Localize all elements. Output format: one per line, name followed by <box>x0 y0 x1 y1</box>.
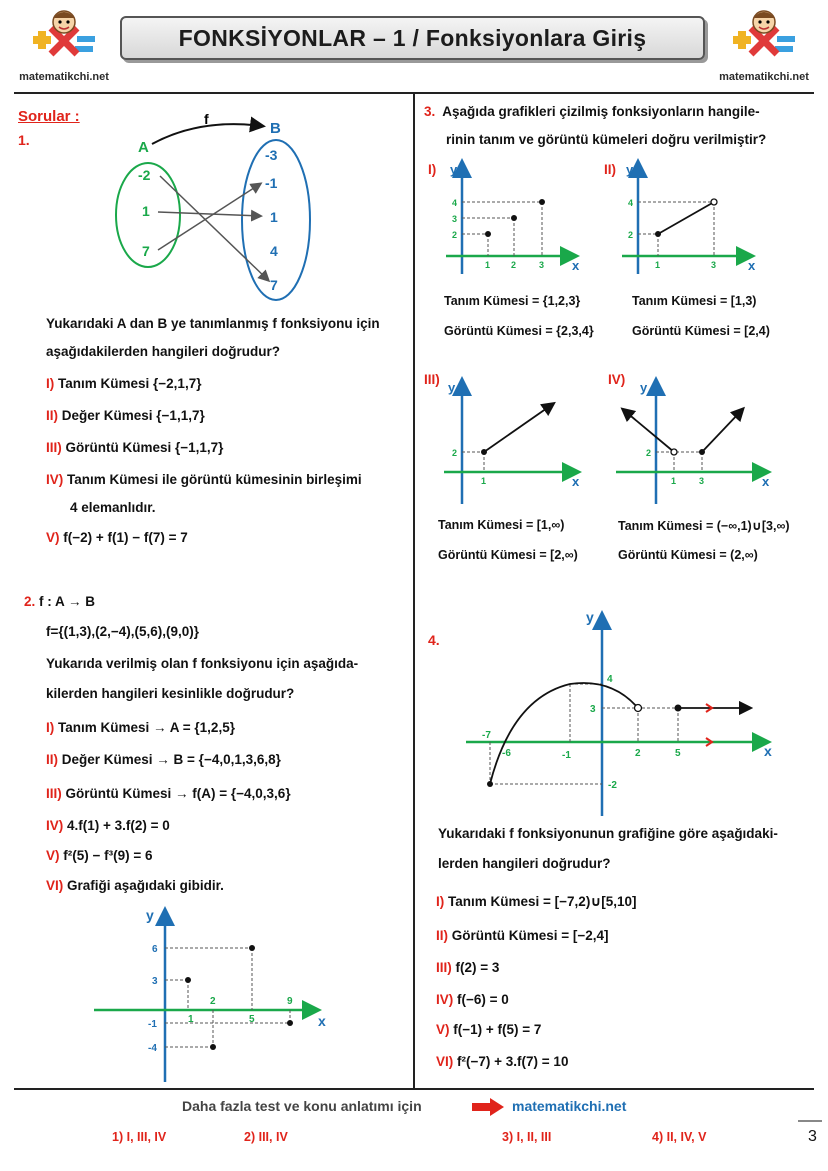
y-tick: 3 <box>590 704 596 715</box>
q3-graph-1 <box>440 158 600 274</box>
x-axis-label: x <box>318 1013 326 1029</box>
graph-1-goruntu: Görüntü Kümesi = {2,3,4} <box>444 324 594 338</box>
q2-option: IV) 4.f(1) + 3.f(2) = 0 <box>46 818 170 833</box>
q2-stem-2: kilerden hangileri kesinlikle doğrudur? <box>46 686 295 701</box>
y-tick: 3 <box>152 976 158 987</box>
closed-point <box>481 449 487 455</box>
q4-graph <box>462 608 782 818</box>
q3-stem-1: 3. Aşağıda grafikleri çizilmiş fonksiyonların hangile- <box>424 104 760 119</box>
q4-option: II) Görüntü Kümesi = [−2,4] <box>436 928 609 943</box>
q2-option: VI) Grafiği aşağıdaki gibidir. <box>46 878 224 893</box>
closed-point <box>675 705 682 712</box>
x-tick: 1 <box>481 476 487 486</box>
set-b-label: B <box>270 120 281 137</box>
y-tick: 4 <box>607 674 613 685</box>
x-axis-label: x <box>762 474 770 489</box>
x-tick: 3 <box>699 476 705 486</box>
point <box>210 1044 216 1050</box>
x-tick: 5 <box>675 748 681 759</box>
footer-site-link[interactable]: matematikchi.net <box>512 1098 627 1114</box>
y-axis-label: y <box>146 907 154 923</box>
y-tick: 4 <box>452 198 458 208</box>
x-tick: 1 <box>671 476 677 486</box>
x-tick: 1 <box>188 1014 194 1025</box>
set-a-label: A <box>138 139 149 156</box>
graph-4-label: IV) <box>608 372 626 387</box>
y-tick: 4 <box>628 198 634 208</box>
title-box <box>120 16 705 60</box>
graph-3-label: III) <box>424 372 440 387</box>
sorular-heading: Sorular : <box>18 108 80 125</box>
x-axis-label: x <box>572 474 580 489</box>
x-axis-label: x <box>764 743 772 759</box>
graph-4-tanim: Tanım Kümesi = (−∞,1)∪[3,∞) <box>618 519 790 533</box>
x-tick: 3 <box>711 260 717 270</box>
q2-line-1: 2. f : A → B <box>24 594 96 609</box>
y-tick: 3 <box>452 214 458 224</box>
q1-option: V) f(−2) + f(1) − f(7) = 7 <box>46 530 188 545</box>
y-axis-label: y <box>586 609 594 625</box>
q3-graph-4 <box>612 376 778 506</box>
q3-graph-3 <box>440 376 600 506</box>
answer-4: 4) II, IV, V <box>652 1130 707 1144</box>
q2-option: V) f²(5) − f³(9) = 6 <box>46 848 153 863</box>
y-tick: 2 <box>452 448 458 458</box>
b-element: -3 <box>265 147 278 163</box>
q3-stem-2: rinin tanım ve görüntü kümeleri doğru verilmiştir? <box>446 132 767 147</box>
ray-right <box>702 412 740 452</box>
x-axis-label: x <box>748 258 756 273</box>
answer-2: 2) III, IV <box>244 1130 288 1144</box>
q4-option: VI) f²(−7) + 3.f(7) = 10 <box>436 1054 569 1069</box>
point <box>287 1020 293 1026</box>
x-axis-label: x <box>572 258 580 273</box>
graph-2-goruntu: Görüntü Kümesi = [2,4) <box>632 324 770 338</box>
q2-option: III) Görüntü Kümesi → f(A) = {−4,0,3,6} <box>46 786 291 801</box>
column-divider <box>413 94 415 1088</box>
q2-graph <box>90 904 340 1084</box>
q2-stem-1: Yukarıda verilmiş olan f fonksiyonu için aşağıda- <box>46 656 359 671</box>
graph-3-tanim: Tanım Kümesi = [1,∞) <box>438 518 565 532</box>
footer-divider <box>14 1088 814 1090</box>
q1-option: III) Görüntü Kümesi {−1,1,7} <box>46 440 224 455</box>
x-tick: -6 <box>502 748 511 759</box>
x-tick: 1 <box>485 260 491 270</box>
graph-3-goruntu: Görüntü Kümesi = [2,∞) <box>438 548 578 562</box>
logo-right <box>704 6 824 92</box>
site-right: matematikchi.net <box>719 71 809 83</box>
y-axis-label: y <box>450 162 458 177</box>
open-point <box>635 705 642 712</box>
y-axis-label: y <box>448 380 456 395</box>
q1-stem-2: aşağıdakilerden hangileri doğrudur? <box>46 344 281 359</box>
x-tick: 2 <box>635 748 641 759</box>
f-label: f <box>204 111 209 127</box>
a-element: 1 <box>142 203 150 219</box>
x-tick: 1 <box>655 260 661 270</box>
b-element: -1 <box>265 175 278 191</box>
y-tick: 2 <box>646 448 652 458</box>
closed-point <box>655 231 661 237</box>
x-tick: 3 <box>539 260 545 270</box>
x-tick: 2 <box>210 996 216 1007</box>
q4-stem-1: Yukarıdaki f fonksiyonunun grafiğine göre aşağıdaki- <box>438 826 778 841</box>
y-tick: -1 <box>148 1019 157 1030</box>
y-tick: 2 <box>628 230 634 240</box>
closed-point <box>699 449 705 455</box>
q2-option: II) Değer Kümesi → B = {−4,0,1,3,6,8} <box>46 752 281 767</box>
curve <box>490 683 638 784</box>
y-tick: -4 <box>148 1043 157 1054</box>
mascot-icon <box>729 6 799 64</box>
q4-option: IV) f(−6) = 0 <box>436 992 509 1007</box>
answer-3: 3) I, II, III <box>502 1130 552 1144</box>
q2-option: I) Tanım Kümesi → A = {1,2,5} <box>46 720 235 735</box>
graph-2-tanim: Tanım Kümesi = [1,3) <box>632 294 757 308</box>
ray-left <box>626 412 674 452</box>
site-left: matematikchi.net <box>19 71 109 83</box>
q1-stem-1: Yukarıdaki A dan B ye tanımlanmış f fonksiyonu için <box>46 316 380 331</box>
b-element: 7 <box>270 277 278 293</box>
mascot-icon <box>29 6 99 64</box>
graph-2-label: II) <box>604 162 616 177</box>
logo-left <box>4 6 124 92</box>
x-tick: -1 <box>562 750 571 761</box>
answer-1: 1) I, III, IV <box>112 1130 167 1144</box>
a-element: 7 <box>142 243 150 259</box>
ray <box>484 406 550 452</box>
point <box>249 945 255 951</box>
f-arrow <box>152 124 262 144</box>
x-tick: 2 <box>511 260 517 270</box>
x-tick: 9 <box>287 996 293 1007</box>
b-element: 1 <box>270 209 278 225</box>
q1-option: IV) Tanım Kümesi ile görüntü kümesinin birleşimi <box>46 472 362 487</box>
page-number: 3 <box>808 1128 817 1145</box>
q4-stem-2: lerden hangileri doğrudur? <box>438 856 611 871</box>
q1-option: II) Değer Kümesi {−1,1,7} <box>46 408 205 423</box>
point <box>185 977 191 983</box>
graph-1-label: I) <box>428 162 437 177</box>
open-point <box>711 199 717 205</box>
y-tick: 6 <box>152 944 158 955</box>
q4-option: I) Tanım Kümesi = [−7,2)∪[5,10] <box>436 894 637 909</box>
map-arrow <box>158 184 260 250</box>
map-arrow <box>158 212 260 216</box>
page-title: FONKSİYONLAR – 1 / Fonksiyonlara Giriş <box>178 24 647 51</box>
map-arrow <box>160 176 268 280</box>
x-tick: -7 <box>482 730 491 741</box>
y-tick: -2 <box>608 780 617 791</box>
b-element: 4 <box>270 243 278 259</box>
arrow-right-icon <box>472 1098 504 1116</box>
q4-option: V) f(−1) + f(5) = 7 <box>436 1022 542 1037</box>
closed-point <box>487 781 493 787</box>
segment <box>658 202 714 234</box>
page-number-rule <box>798 1120 822 1122</box>
q3-graph-2 <box>616 158 776 274</box>
q2-line-2: f={(1,3),(2,−4),(5,6),(9,0)} <box>46 624 200 639</box>
point <box>485 231 491 237</box>
q1-option-cont: 4 elemanlıdır. <box>70 500 156 515</box>
q4-number: 4. <box>428 632 440 648</box>
open-point <box>671 449 677 455</box>
graph-4-goruntu: Görüntü Kümesi = (2,∞) <box>618 548 758 562</box>
x-tick: 5 <box>249 1014 255 1025</box>
y-tick: 2 <box>452 230 458 240</box>
footer-promo: Daha fazla test ve konu anlatımı için <box>182 1098 422 1114</box>
a-element: -2 <box>138 167 151 183</box>
graph-1-tanim: Tanım Kümesi = {1,2,3} <box>444 294 581 308</box>
point <box>539 199 545 205</box>
q1-arrow-diagram <box>100 110 320 310</box>
q1-number: 1. <box>18 132 30 148</box>
y-axis-label: y <box>640 380 648 395</box>
point <box>511 215 517 221</box>
y-axis-label: y <box>626 162 634 177</box>
q1-option: I) Tanım Kümesi {−2,1,7} <box>46 376 202 391</box>
q4-option: III) f(2) = 3 <box>436 960 500 975</box>
